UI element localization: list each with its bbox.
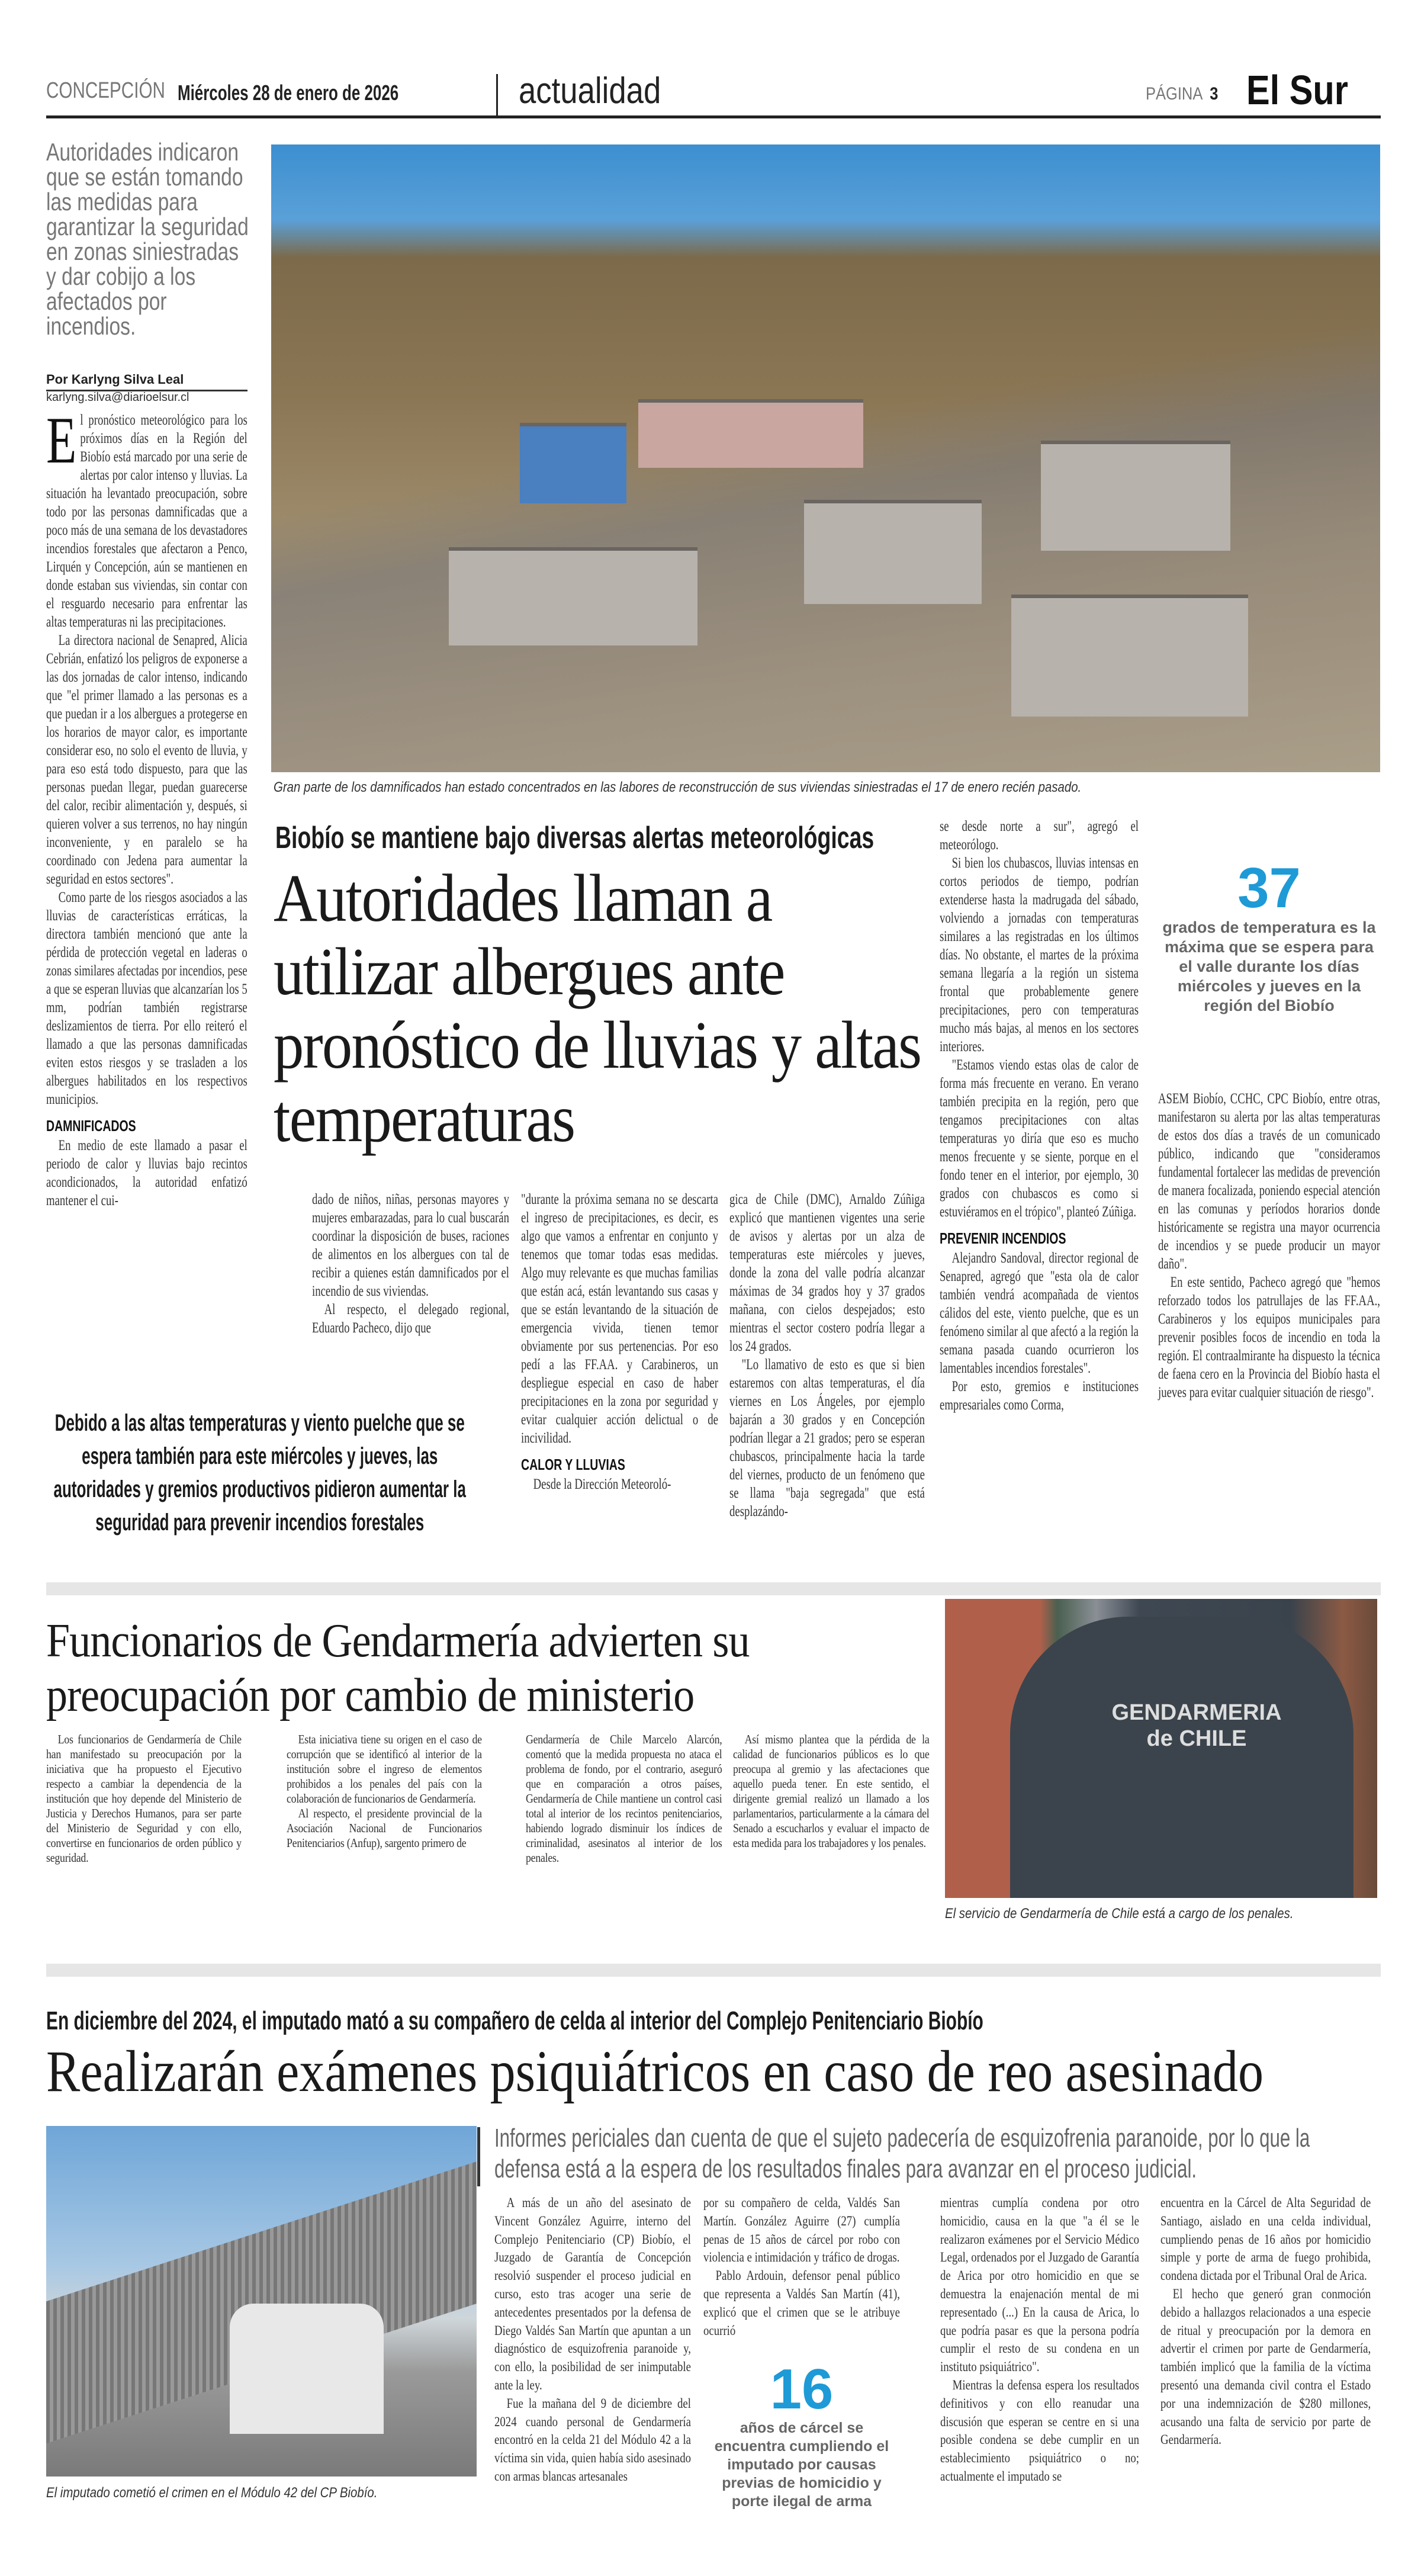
- paragraph: Mientras la defensa espera los resultados definitivos y con ello reanudar una discusión que esperan se centre en si una posible condena se debe cumplir en un establecimiento psiquiátrico o no; actualmente el imputado se: [940, 2377, 1139, 2484]
- paragraph: En medio de este llamado a pasar el periodo de calor y lluvias bajo recintos acondicionados, la autoridad enfatizó mantener el cui-: [46, 1138, 247, 1209]
- story1-headline: Autoridades llaman a utilizar albergues ante pronóstico de lluvias y altas temperaturas: [274, 860, 921, 1156]
- page-number: 3: [1210, 84, 1219, 104]
- paragraph: "Lo llamativo de esto es que si bien estaremos con altas temperaturas, el día viernes en Los Ángeles, por ejemplo bajarán a 30 grados y en Concepción podrían llegar a 21 grados; pero se esperan chubascos, principalmente hacia la tarde del viernes, producto de un fenómeno que se llama "baja segregada" que está desplazándo-: [729, 1357, 925, 1520]
- paragraph: Así mismo plantea que la pérdida de la calidad de funcionarios públicos es lo que preocupa al gremio y las afectaciones que aquello pueda tener. En este sentido, el dirigente gremial realizó un llamado a los parlamentarios, particularmente a la cámara del Senado a escucharlos y evaluar el impacto de esta medida para los trabajadores y los penales.: [733, 1732, 930, 1850]
- section-separator: [46, 1964, 1381, 1977]
- paragraph: "durante la próxima semana no se descarta el ingreso de precipitaciones, es decir, es algo que vamos a enfrentar en conjunto y tenemos que tomar todas esas medidas. Algo muy relevante es que muchas familias que están acá, están levantando sus casas y que se están levantando de la situación de emergencia vivida, tienen temor obviamente por sus pertenencias. Por eso pedí a las FF.AA. y Carabineros, un despliegue especial en caso de haber precipitaciones en la zona por seguridad y evitar cualquier acción delictual o de incivilidad.: [521, 1191, 718, 1446]
- story1-column-2: [312, 1190, 509, 1337]
- page-label: PÁGINA: [1146, 84, 1203, 104]
- section-separator: [46, 1582, 1381, 1595]
- stat-text: años de cárcel se encuentra cumpliendo el imputado por causas previas de homicidio y porte ilegal de arma: [714, 2420, 889, 2510]
- paragraph: En este sentido, Pacheco agregó que "hemos reforzado todos los patrullajes de las FF.AA., Carabineros y los equipos municipales para prevenir posibles focos de incendio en toda la región. El contraalmirante ha dispuesto la técnica de faena cero en la Provincia del Biobío hasta el jueves para evitar cualquier situación de riesgo".: [1158, 1274, 1380, 1401]
- story3-headline: Realizarán exámenes psiquiátricos en caso de reo asesinado: [46, 2038, 1264, 2104]
- deck-bar: [477, 2127, 480, 2186]
- paragraph: Esta iniciativa tiene su origen en el caso de corrupción que se identificó al interior de la institución sobre el ingreso de elementos prohibidos a los penales del país con la colaboración de funcionarios de Gendarmería.: [287, 1732, 482, 1806]
- paragraph: Alejandro Sandoval, director regional de Senapred, agregó que "esta ola de calor también vendrá acompañada de vientos cálidos del este, viento puelche, que es un fenómeno similar al que afectó a la región la semana pasada cuando ocurrieron los lamentables incendios forestales".: [940, 1250, 1139, 1376]
- story1-column-6: [1158, 1090, 1380, 1402]
- paragraph: Fue la mañana del 9 de diciembre del 2024 cuando personal de Gendarmería encontró en la celda 21 del Módulo 42 a la víctima sin vida, quien había sido asesinado con armas blancas artesanales: [494, 2395, 691, 2484]
- story3-column-2: [703, 2194, 900, 2340]
- stat-box: [703, 2357, 900, 2511]
- photo-building: [449, 547, 697, 645]
- photo-building: [1041, 441, 1230, 551]
- photo-building: [804, 500, 982, 604]
- pull-quote-text: Debido a las altas temperaturas y viento puelche que se espera también para este miércoles y jueves, las autoridades y gremios productivos pidieron aumentar la seguridad para prevenir incendios forestales: [53, 1410, 466, 1536]
- paragraph: Desde la Dirección Meteoroló-: [533, 1476, 671, 1492]
- paragraph: se desde norte a sur", agregó el meteorólogo.: [940, 818, 1139, 853]
- header-location: CONCEPCIÓN: [46, 78, 165, 103]
- paragraph: El hecho que generó gran conmoción debido a hallazgos relacionados a una especie de ritual y preocupación por la demora en advertir el crimen por parte de Gendarmería, también implicó que la familia de la víctima presentó una demanda civil contra el Estado por una indemnización de $280 millones, acusando una falta de servicio por parte de Gendarmería.: [1160, 2286, 1371, 2448]
- jacket-lettering: GENDARMERIA de CHILE: [1111, 1700, 1282, 1751]
- fire-damage-aerial-photo: [271, 144, 1380, 772]
- story3-column-3: [940, 2194, 1139, 2486]
- story1-deck: Autoridades indicaron que se están tomando las medidas para garantizar la seguridad en zonas siniestradas y dar cobijo a los afectados por incendios.: [46, 138, 249, 340]
- paragraph: Si bien los chubascos, lluvias intensas en cortos periodos de tiempo, podrían extenderse hasta la madrugada del sábado, volviendo a jornadas con temperaturas similares a las registradas en los últimos días. No obstante, el martes de la próxima semana llegaría a la región un sistema frontal que probablemente genere precipitaciones, pero con temperaturas mucho más bajas, al menos en los sectores interiores.: [940, 855, 1139, 1055]
- subheading: DAMNIFICADOS: [46, 1117, 136, 1135]
- paragraph: "Estamos viendo estas olas de calor de forma más frecuente en verano. En verano también precipita en la región, pero que tengamos precipitaciones con altas temperaturas yo diría que eso es mucho menos frecuente y se siente, porque en el fondo tener en el interior, por ejemplo, 30 grados con chubascos es como si estuviéramos en el trópico", planteó Zúñiga.: [940, 1057, 1139, 1220]
- prison-entrance-photo: [46, 2126, 477, 2477]
- paragraph: La directora nacional de Senapred, Alicia Cebrián, enfatizó los peligros de exponerse a las dos jornadas de calor intenso, indicando que "el primer llamado a las personas es a que puedan ir a los albergues a protegerse en los horarios de mayor calor, es importante considerar eso, no solo el evento de lluvia, y para eso está todo dispuesto, para que las personas puedan llegar, puedan guarecerse del calor, recibir alimentación y, después, si quieren volver a sus terrenos, no hay ningún inconveniente, y en paralelo se ha coordinado con Jedena para aumentar la seguridad en estos sectores".: [46, 632, 247, 887]
- story2-headline: Funcionarios de Gendarmería advierten su preocupación por cambio de ministerio: [46, 1615, 750, 1721]
- author-email[interactable]: karlyng.silva@diarioelsur.cl: [46, 391, 189, 404]
- page-indicator: [1146, 84, 1218, 104]
- photo-caption: El servicio de Gendarmería de Chile está a cargo de los penales.: [945, 1906, 1294, 1922]
- story1-column-1: [46, 404, 247, 1210]
- story2-column-4: [733, 1732, 930, 1851]
- photo-building: [1011, 595, 1248, 717]
- story1-kicker: Biobío se mantiene bajo diversas alertas meteorológicas: [275, 821, 875, 855]
- paragraph: mientras cumplía condena por otro homicidio, causa en la que "a él se le realizaron exámenes por el Servicio Médico Legal, ordenados por el Juzgado de Garantía de Arica por otro homicidio en que se demuestra la enajenación mental de mi representado (...) En la causa de Arica, lo que podría pasar es que la persona podría cumplir el resto de su condena en un instituto psiquiátrico".: [940, 2195, 1139, 2375]
- stat-number: 16: [770, 2357, 834, 2421]
- photo-caption: El imputado cometió el crimen en el Módulo 42 del CP Biobío.: [46, 2485, 378, 2501]
- newspaper-logo: El Sur: [1246, 67, 1348, 113]
- photo-guard-booth: [230, 2304, 384, 2434]
- story1-column-5: [940, 817, 1139, 1414]
- paragraph: dado de niños, niñas, personas mayores y mujeres embarazadas, para lo cual buscarán coordinar la disposición de buses, raciones de alimentos en los albergues con tal de recibir a quienes están damnificados por el incendio de sus viviendas.: [312, 1191, 509, 1299]
- section-title: actualidad: [519, 70, 661, 111]
- photo-caption: Gran parte de los damnificados han estado concentrados en las labores de reconstrucción de sus viviendas siniestradas el 17 de enero recién pasado.: [274, 779, 1082, 795]
- gendarmeria-officer-photo: [945, 1599, 1377, 1898]
- header-divider: [496, 74, 498, 118]
- subheading: PREVENIR INCENDIOS: [940, 1229, 1066, 1247]
- paragraph: A más de un año del asesinato de Vincent González Aguirre, interno del Complejo Penitenciario (CP) Biobío, el Juzgado de Garantía de Concepción resolvió suspender el proceso judicial en curso, esto tras acoger una serie de antecedentes presentados por la defensa de Diego Valdés San Martín que apuntan a un diagnóstico de esquizofrenia paranoide y, con ello, la posibilidad de ser inimputable ante la ley.: [494, 2195, 691, 2393]
- pull-quote: [46, 1406, 474, 1539]
- paragraph: Al respecto, el delegado regional, Eduardo Pacheco, dijo que: [312, 1302, 509, 1336]
- paragraph: ASEM Biobío, CCHC, CPC Biobío, entre otras, manifestaron su alerta por las altas temperaturas de estos dos días a través de un comunicado público, indicando que "consideramos fundamental fortalecer las medidas de prevención de manera focalizada, poniendo especial atención en las comunas y períodos horarios donde históricamente se registra una mayor ocurrencia de incendios y se puede producir un mayor daño".: [1158, 1091, 1380, 1272]
- paragraph: Pablo Ardouin, defensor penal público que representa a Valdés San Martín (41), explicó que el crimen que se le atribuye ocurrió: [703, 2268, 900, 2339]
- paragraph: gica de Chile (DMC), Arnaldo Zúñiga explicó que mantienen vigentes una serie de avisos y alertas por un alza de temperaturas este miércoles y jueves, donde la zona del valle podría alcanzar máximas de 34 grados hoy y 37 grados mañana, con cielos despejados; esto mientras el sector costero podría llegar a los 24 grados.: [729, 1191, 925, 1354]
- jacket-shape: [1010, 1617, 1354, 1898]
- story3-kicker: En diciembre del 2024, el imputado mató a su compañero de celda al interior del Complejo Penitenciario Biobío: [46, 2006, 983, 2035]
- subheading: CALOR Y LLUVIAS: [521, 1456, 625, 1473]
- story2-column-2: [287, 1732, 482, 1851]
- byline: Por Karlyng Silva Leal: [46, 372, 247, 391]
- paragraph: El pronóstico meteorológico para los próximos días en la Región del Biobío está marcado por una serie de alertas por calor intenso y lluvias. La situación ha levantado preocupación, sobre todo por las personas damnificadas que a poco más de una semana de los devastadores incendios forestales que afectaron a Penco, Lirquén y Concepción, aún se mantienen en donde estaban sus viviendas, sin contar con el resguardo necesario para enfrentar las altas temperaturas ni las precipitaciones.: [46, 404, 247, 630]
- stat-box: [1158, 856, 1380, 1016]
- story3-deck: Informes periciales dan cuenta de que el sujeto padecería de esquizofrenia paranoide, por lo que la defensa está a la espera de los resultados finales para avanzar en el proceso judicial.: [494, 2124, 1310, 2183]
- header-date: Miércoles 28 de enero de 2026: [178, 81, 399, 105]
- paragraph: Por esto, gremios e instituciones empresariales como Corma,: [940, 1379, 1139, 1413]
- paragraph: Como parte de los riesgos asociados a las lluvias de características erráticas, la directora también mencionó que ante la pérdida de protección vegetal en laderas o zonas similares afectadas por incendios, pese a que se esperan lluvias que alcanzarían los 5 mm, podrían también registrarse deslizamientos de tierra. Por ello reiteró el llamado a que las personas damnificadas eviten estos riesgos y se trasladen a los albergues habilitados en los respectivos municipios.: [46, 889, 247, 1107]
- header-rule: [46, 115, 1381, 118]
- paragraph: Gendarmería de Chile Marcelo Alarcón, comentó que la medida propuesta no ataca el problema de fondo, por el contrario, aseguró que en comparación a otros países, Gendarmería de Chile mantiene un control casi total al interior de los recintos penitenciarios, habiendo logrado disminuir los índices de criminalidad, asesinatos al interior de los penales.: [526, 1732, 722, 1865]
- story3-column-1: [494, 2194, 691, 2486]
- story1-column-3: [521, 1190, 718, 1493]
- photo-building: [520, 423, 626, 503]
- stat-number: 37: [1237, 856, 1301, 920]
- stat-text: grados de temperatura es la máxima que se espera para el valle durante los días miércoles y jueves en la región del Biobío: [1162, 918, 1376, 1014]
- story2-column-1: [46, 1732, 242, 1865]
- paragraph: Al respecto, el presidente provincial de la Asociación Nacional de Funcionarios Penitenciarios (Anfup), sargento primero de: [287, 1806, 482, 1850]
- paragraph: por su compañero de celda, Valdés San Martín. González Aguirre (27) cumplía penas de 15 años de cárcel por robo con violencia e intimidación y tráfico de drogas.: [703, 2195, 900, 2266]
- story1-column-4: [729, 1190, 925, 1521]
- story3-column-4: [1160, 2194, 1371, 2449]
- paragraph: Los funcionarios de Gendarmería de Chile han manifestado su preocupación por la iniciativa que ha propuesto el Ejecutivo respecto a cambiar la dependencia de la institución que hoy depende del Ministerio de Justicia y Derechos Humanos, para ser parte del Ministerio de Seguridad y con ello, convertirse en funcionarios de orden público y seguridad.: [46, 1732, 242, 1865]
- photo-building: [638, 399, 863, 468]
- paragraph: encuentra en la Cárcel de Alta Seguridad de Santiago, aislado en una celda individual, cumpliendo penas de 16 años por homicidio simple y porte de arma de fuego prohibida, condena dictada por el Tribunal Oral de Arica.: [1160, 2195, 1371, 2284]
- story2-column-3: [526, 1732, 722, 1865]
